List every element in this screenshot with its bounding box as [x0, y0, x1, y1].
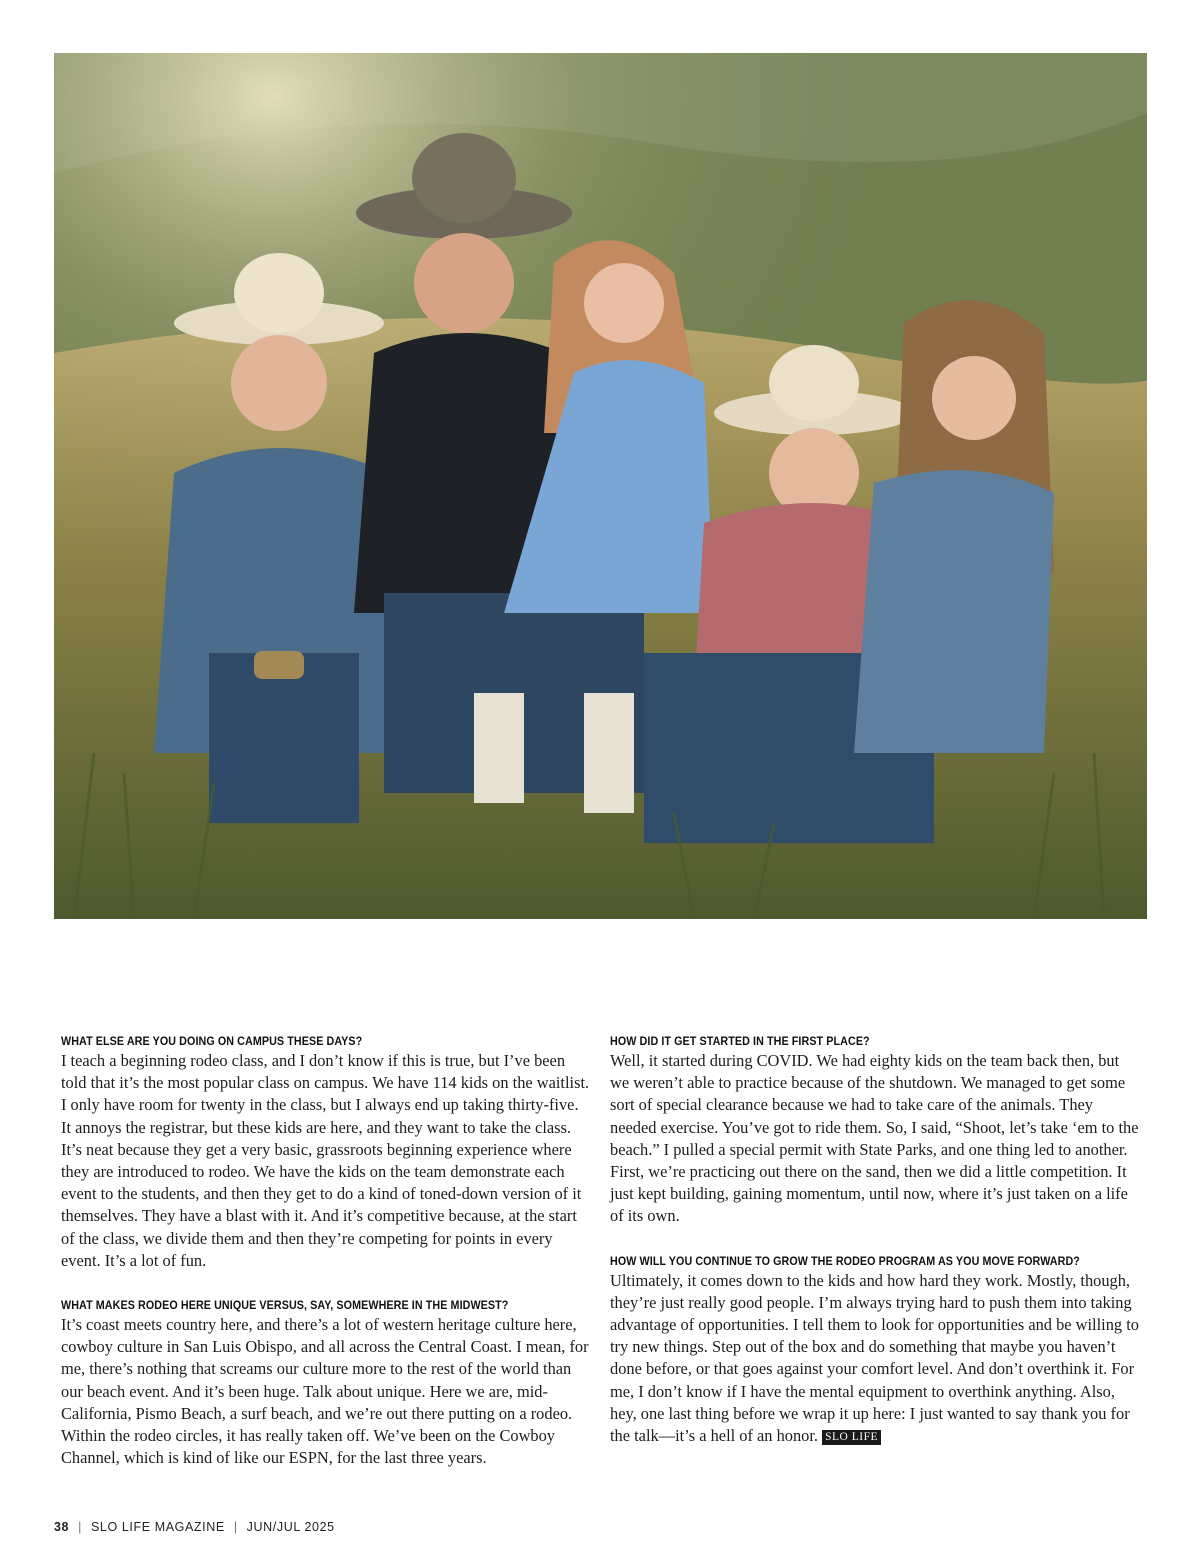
answer-paragraph: I teach a beginning rodeo class, and I don’t know if this is true, but I’ve been told that it’s the most popular class on campus. We have 114 kids on the waitlist. I only have room for twenty in the class, but I always end up taking thirty-five. It annoys the registrar, but these kids are here, and they want to take the class. It’s neat because they get a very basic, grassroots beginning experience where they are introduced to rodeo. We have the kids on the team demonstrate each event to the students, and then they get to do a kind of toned-down version of it themselves. They have a blast with it. And it’s competitive because, at the start of the class, we divide them and then they’re competing for points in every event. It’s a lot of fun. — [61, 1051, 590, 1270]
answer-text: Ultimately, it comes down to the kids and how hard they work. Mostly, though, they’re just really good people. I’m always trying hard to push them into taking advantage of opportunities. I tell them to look for opportunities and be willing to try new things. Step out of the box and do something that maybe you haven’t done before, or that goes against your comfort level. And don’t overthink it. For me, I don’t know if I have the mental equipment to overthink anything. Also, hey, one last thing before we wrap it up here: I just wanted to say thank you for the talk—it’s a hell of an honor. — [610, 1270, 1139, 1446]
photo-illustration — [54, 53, 1147, 919]
page-number: 38 — [54, 1520, 70, 1534]
question-heading: WHAT MAKES RODEO HERE UNIQUE VERSUS, SAY, SOMEWHERE IN THE MIDWEST? — [61, 1298, 509, 1313]
family-portrait-photo — [54, 53, 1147, 919]
footer-separator: | — [233, 1520, 238, 1534]
answer-paragraph-final — [610, 1270, 1140, 1448]
answer-paragraph: It’s coast meets country here, and there’s a lot of western heritage culture here, cowboy culture in San Luis Obispo, and all across the Central Coast. I mean, for me, there’s nothing that screams our culture more to the rest of the world than our beach event. And it’s been huge. Talk about unique. Here we are, mid-California, Pismo Beach, a surf beach, and we’re out there putting on a rodeo. Within the rodeo circles, it has really taken off. We’ve been on the Cowboy Channel, which is kind of like our ESPN, for the last three years. — [61, 1315, 589, 1468]
footer-separator: | — [78, 1520, 82, 1534]
question-heading: WHAT ELSE ARE YOU DOING ON CAMPUS THESE DAYS? — [61, 1034, 363, 1048]
right-column — [610, 1033, 1140, 1447]
magazine-name: SLO LIFE MAGAZINE — [90, 1520, 225, 1534]
issue-date: JUN/JUL 2025 — [246, 1520, 335, 1534]
question-heading: HOW DID IT GET STARTED IN THE FIRST PLACE? — [610, 1034, 870, 1048]
left-column — [61, 1033, 591, 1469]
page-footer — [54, 1520, 335, 1534]
question-heading: HOW WILL YOU CONTINUE TO GROW THE RODEO PROGRAM AS YOU MOVE FORWARD? — [610, 1253, 1080, 1268]
answer-paragraph: Well, it started during COVID. We had eighty kids on the team back then, but we weren’t able to practice because of the shutdown. We managed to get some sort of special clearance because we had to take care of the animals. They needed exercise. You’ve got to ride them. So, I said, “Shoot, let’s take ‘em to the beach.” I pulled a special permit with State Parks, and one thing led to another. First, we’re practicing out there on the sand, then we did a little competition. It just kept building, gaining momentum, until now, where it’s just taken on a life of its own. — [610, 1051, 1139, 1226]
end-tag: SLO LIFE — [822, 1430, 881, 1445]
